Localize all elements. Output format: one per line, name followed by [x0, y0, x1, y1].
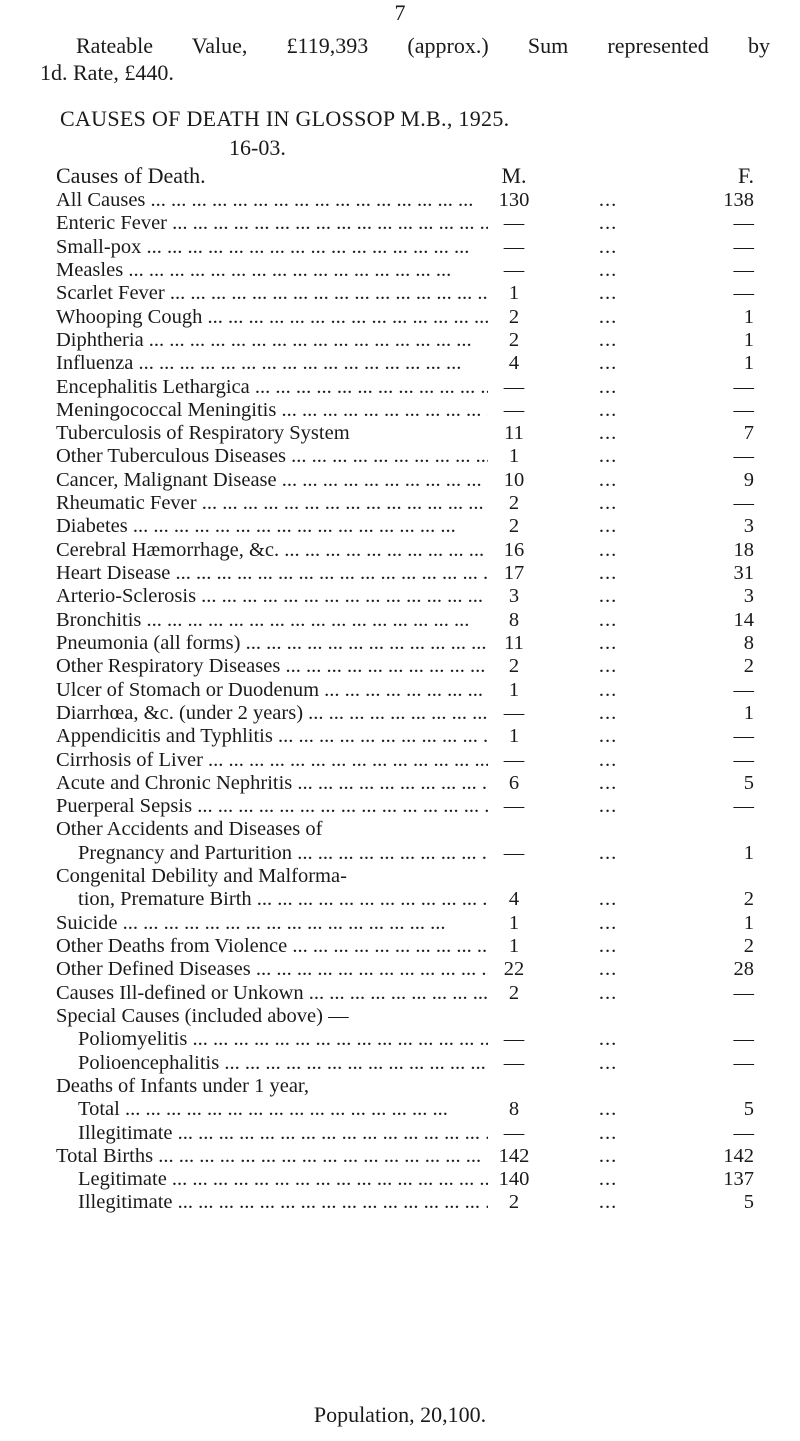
- table-row: [56, 492, 766, 515]
- leader-dots: ...: [598, 538, 618, 561]
- female-count: 9: [743, 468, 754, 491]
- header-male: M.: [501, 163, 527, 188]
- cause-label: Meningococcal Meningitis ... .: [56, 399, 488, 422]
- cause-label: Causes Ill-defined or Unkown ... .: [56, 982, 488, 1005]
- table-row: [56, 212, 766, 235]
- cause-label: Suicide ... .: [56, 912, 488, 935]
- male-count: 4: [508, 888, 520, 911]
- table-row: [56, 749, 766, 772]
- table-row: [56, 1028, 766, 1051]
- causes-table: [56, 189, 766, 1215]
- male-count: —: [503, 235, 525, 258]
- female-count: —: [733, 1028, 754, 1051]
- cause-label: Other Accidents and Diseases of: [56, 818, 323, 841]
- table-row: [56, 1168, 766, 1191]
- female-count: —: [733, 678, 754, 701]
- leader-dots: ...: [598, 958, 618, 981]
- table-row: [56, 1191, 766, 1214]
- cause-label: Diphtheria ... .: [56, 329, 488, 352]
- male-count: 2: [508, 305, 520, 328]
- female-count: —: [733, 235, 754, 258]
- female-count: —: [733, 445, 754, 468]
- female-count: 1: [743, 841, 754, 864]
- male-count: 8: [508, 608, 520, 631]
- classification-code: 16-03.: [229, 135, 286, 160]
- male-count: —: [503, 212, 525, 235]
- leader-dots: ...: [598, 468, 618, 491]
- intro-paragraph: [40, 32, 770, 86]
- female-count: 5: [743, 1191, 754, 1214]
- male-count: 2: [508, 328, 520, 351]
- cause-label: Diarrhœa, &c. (under 2 years) ... .: [56, 702, 488, 725]
- female-count: 3: [743, 585, 754, 608]
- female-count: 2: [743, 888, 754, 911]
- table-row: [56, 399, 766, 422]
- population-footer: Population, 20,100.: [313, 1402, 487, 1427]
- female-count: 2: [743, 935, 754, 957]
- female-count: 5: [743, 1098, 754, 1121]
- cause-label: Arterio-Sclerosis ... .: [56, 585, 488, 608]
- leader-dots: ...: [598, 445, 618, 468]
- cause-label: Illegitimate ... .: [56, 1191, 488, 1214]
- cause-label: Small-pox ... .: [56, 236, 488, 259]
- table-row: [56, 818, 766, 841]
- leader-dots: ...: [598, 678, 618, 701]
- leader-dots: ...: [598, 258, 618, 281]
- female-count: 1: [743, 352, 754, 375]
- table-row: [56, 562, 766, 585]
- male-count: 140: [498, 1168, 530, 1191]
- leader-dots: ...: [598, 189, 618, 211]
- leader-dots: ...: [598, 562, 618, 584]
- male-count: 2: [508, 655, 520, 678]
- table-row: [56, 259, 766, 282]
- cause-label: Tuberculosis of Respiratory System: [56, 422, 350, 445]
- cause-label: Other Tuberculous Diseases ... .: [56, 445, 488, 468]
- female-count: —: [733, 1121, 754, 1144]
- table-row: [56, 306, 766, 329]
- table-row: [56, 655, 766, 678]
- cause-label: Other Respiratory Diseases ... .: [56, 655, 488, 678]
- cause-label: Pneumonia (all forms) ... .: [56, 632, 488, 655]
- female-count: 7: [743, 422, 754, 445]
- female-count: —: [733, 282, 754, 305]
- cause-label: Total Births ... .: [56, 1145, 488, 1168]
- cause-label: Total ... .: [56, 1098, 488, 1121]
- table-row: [56, 912, 766, 935]
- female-count: 5: [743, 771, 754, 794]
- table-row: [56, 982, 766, 1005]
- female-count: —: [733, 1051, 754, 1074]
- male-count: 11: [504, 422, 524, 445]
- female-count: 1: [743, 328, 754, 351]
- leader-dots: ...: [598, 282, 618, 305]
- cause-label: Pregnancy and Parturition ... .: [56, 842, 488, 865]
- male-count: 17: [503, 562, 525, 584]
- female-count: —: [733, 375, 754, 398]
- leader-dots: ...: [598, 725, 618, 748]
- leader-dots: ...: [598, 328, 618, 351]
- cause-label: Diabetes ... .: [56, 515, 488, 538]
- table-row: [56, 282, 766, 305]
- table-row: [56, 1122, 766, 1145]
- male-count: 1: [508, 935, 520, 957]
- table-row: [56, 935, 766, 958]
- cause-label: Puerperal Sepsis ... .: [56, 795, 488, 818]
- table-row: [56, 515, 766, 538]
- male-count: 2: [508, 1191, 520, 1214]
- table-row: [56, 632, 766, 655]
- female-count: 1: [743, 911, 754, 934]
- table-row: [56, 1075, 766, 1098]
- cause-label: Ulcer of Stomach or Duodenum ... .: [56, 679, 488, 702]
- male-count: 1: [508, 678, 520, 701]
- male-count: 11: [504, 631, 524, 654]
- leader-dots: ...: [598, 771, 618, 794]
- leader-dots: ...: [598, 1028, 618, 1051]
- male-count: —: [503, 1121, 525, 1144]
- table-row: [56, 842, 766, 865]
- leader-dots: ...: [598, 515, 618, 538]
- leader-dots: ...: [598, 748, 618, 771]
- female-count: —: [733, 795, 754, 818]
- female-count: 138: [723, 189, 754, 211]
- table-row: [56, 189, 766, 212]
- male-count: —: [503, 841, 525, 864]
- table-row: [56, 865, 766, 888]
- table-row: [56, 585, 766, 608]
- cause-label: Influenza ... .: [56, 352, 488, 375]
- table-row: [56, 352, 766, 375]
- leader-dots: ...: [598, 1098, 618, 1121]
- leader-dots: ...: [598, 935, 618, 957]
- cause-label: Rheumatic Fever ... .: [56, 492, 488, 515]
- female-count: —: [733, 398, 754, 421]
- table-row: [56, 329, 766, 352]
- cause-label: Measles ... .: [56, 259, 488, 282]
- table-row: [56, 679, 766, 702]
- male-count: 4: [508, 352, 520, 375]
- male-count: —: [503, 795, 525, 818]
- female-count: 1: [743, 305, 754, 328]
- female-count: —: [733, 212, 754, 235]
- header-causes: Causes of Death.: [56, 163, 206, 188]
- cause-label: Cirrhosis of Liver ... .: [56, 749, 488, 772]
- female-count: 142: [723, 1144, 754, 1167]
- female-count: 137: [723, 1168, 754, 1191]
- leader-dots: ...: [598, 1168, 618, 1191]
- table-row: [56, 725, 766, 748]
- table-row: [56, 236, 766, 259]
- leader-dots: ...: [598, 655, 618, 678]
- male-count: 1: [508, 445, 520, 468]
- table-row: [56, 1145, 766, 1168]
- table-row: [56, 422, 766, 445]
- male-count: —: [503, 398, 525, 421]
- header-female: F.: [738, 163, 754, 188]
- leader-dots: ...: [598, 212, 618, 235]
- male-count: —: [503, 375, 525, 398]
- male-count: —: [503, 1051, 525, 1074]
- male-count: 22: [503, 958, 525, 981]
- cause-label: Enteric Fever ... .: [56, 212, 488, 235]
- cause-label: Deaths of Infants under 1 year,: [56, 1074, 310, 1097]
- leader-dots: ...: [598, 375, 618, 398]
- female-count: 18: [733, 538, 754, 561]
- leader-dots: ...: [598, 911, 618, 934]
- leader-dots: ...: [598, 422, 618, 445]
- cause-label: Illegitimate ... .: [56, 1122, 488, 1145]
- male-count: 6: [508, 771, 520, 794]
- intro-line-1: Rateable Value, £119,393 (approx.) Sum represented by: [76, 33, 770, 58]
- leader-dots: ...: [598, 585, 618, 608]
- male-count: —: [503, 258, 525, 281]
- leader-dots: ...: [598, 398, 618, 421]
- table-row: [56, 772, 766, 795]
- table-row: [56, 376, 766, 399]
- leader-dots: ...: [598, 1051, 618, 1074]
- intro-line-2: 1d. Rate, £440.: [40, 60, 174, 85]
- female-count: 3: [743, 515, 754, 538]
- male-count: 3: [508, 585, 520, 608]
- leader-dots: ...: [598, 1121, 618, 1144]
- female-count: —: [733, 748, 754, 771]
- leader-dots: ...: [598, 1144, 618, 1167]
- cause-label: Polioencephalitis ... .: [56, 1052, 488, 1075]
- cause-label: Bronchitis ... .: [56, 609, 488, 632]
- male-count: —: [503, 701, 525, 724]
- cause-label: Special Causes (included above) —: [56, 1004, 349, 1027]
- table-header: [56, 163, 766, 190]
- table-row: [56, 1052, 766, 1075]
- female-count: 31: [733, 562, 754, 584]
- leader-dots: ...: [598, 235, 618, 258]
- cause-label: Cerebral Hæmorrhage, &c. ... .: [56, 539, 488, 562]
- cause-label: Other Defined Diseases ... .: [56, 958, 488, 981]
- male-count: —: [503, 1028, 525, 1051]
- female-count: 14: [733, 608, 754, 631]
- leader-dots: ...: [598, 631, 618, 654]
- leader-dots: ...: [598, 305, 618, 328]
- male-count: 142: [498, 1144, 530, 1167]
- leader-dots: ...: [598, 981, 618, 1004]
- page-number: 7: [394, 0, 406, 25]
- leader-dots: ...: [598, 795, 618, 818]
- cause-label: Congenital Debility and Malforma-: [56, 865, 347, 888]
- leader-dots: ...: [598, 701, 618, 724]
- table-row: [56, 609, 766, 632]
- table-row: [56, 795, 766, 818]
- male-count: 1: [508, 725, 520, 748]
- table-row: [56, 1005, 766, 1028]
- male-count: 10: [503, 468, 525, 491]
- female-count: —: [733, 725, 754, 748]
- male-count: 130: [498, 189, 530, 211]
- female-count: —: [733, 492, 754, 515]
- table-row: [56, 702, 766, 725]
- leader-dots: ...: [598, 888, 618, 911]
- table-row: [56, 888, 766, 911]
- male-count: —: [503, 748, 525, 771]
- leader-dots: ...: [598, 608, 618, 631]
- male-count: 1: [508, 282, 520, 305]
- male-count: 2: [508, 492, 520, 515]
- cause-label: Acute and Chronic Nephritis ... .: [56, 772, 488, 795]
- table-row: [56, 958, 766, 981]
- male-count: 2: [508, 981, 520, 1004]
- cause-label: Legitimate ... .: [56, 1168, 488, 1191]
- cause-label: Encephalitis Lethargica ... .: [56, 376, 488, 399]
- table-row: [56, 539, 766, 562]
- cause-label: Other Deaths from Violence ... .: [56, 935, 488, 958]
- cause-label: tion, Premature Birth ... .: [56, 888, 488, 911]
- male-count: 1: [508, 911, 520, 934]
- cause-label: All Causes ... .: [56, 189, 488, 212]
- leader-dots: ...: [598, 352, 618, 375]
- table-row: [56, 1098, 766, 1121]
- female-count: 28: [733, 958, 754, 981]
- female-count: —: [733, 258, 754, 281]
- cause-label: Poliomyelitis ... .: [56, 1028, 488, 1051]
- leader-dots: ...: [598, 492, 618, 515]
- male-count: 2: [508, 515, 520, 538]
- table-row: [56, 469, 766, 492]
- table-row: [56, 445, 766, 468]
- female-count: 2: [743, 655, 754, 678]
- female-count: —: [733, 981, 754, 1004]
- cause-label: Appendicitis and Typhlitis ... .: [56, 725, 488, 748]
- leader-dots: ...: [598, 1191, 618, 1214]
- cause-label: Heart Disease ... .: [56, 562, 488, 585]
- male-count: 8: [508, 1098, 520, 1121]
- leader-dots: ...: [598, 841, 618, 864]
- female-count: 1: [743, 701, 754, 724]
- male-count: 16: [503, 538, 525, 561]
- female-count: 8: [743, 631, 754, 654]
- table-title: CAUSES OF DEATH IN GLOSSOP M.B., 1925.: [60, 106, 510, 131]
- cause-label: Scarlet Fever ... .: [56, 282, 488, 305]
- cause-label: Cancer, Malignant Disease ... .: [56, 469, 488, 492]
- cause-label: Whooping Cough ... .: [56, 306, 488, 329]
